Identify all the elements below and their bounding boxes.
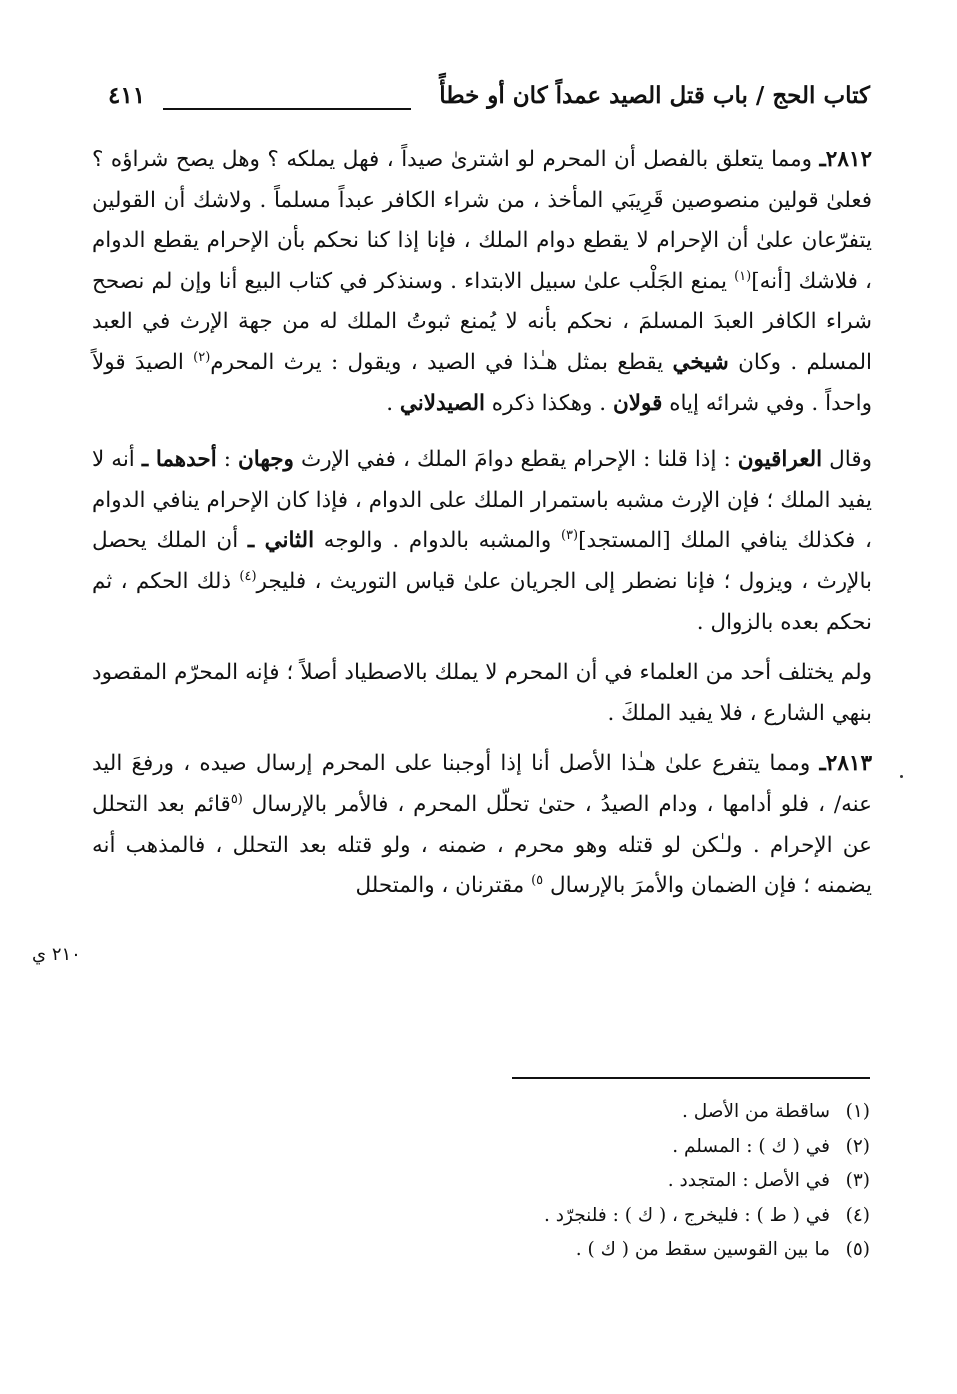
bold-term: قولان: [612, 390, 663, 416]
bold-term: أحدهما ـ: [141, 447, 217, 473]
text-run: يمنع الجَلْب علىٰ سبيل الابتداء . وسنذكر في كتاب البيع أنا وإن لم نصحح شراء الكافر العبدَ المسلمَ ، نحكم بأنه لا يُمنع ثبوتُ الملك له من جهة الإرث في العبد المسلم . وكان: [92, 268, 873, 375]
page-number: ٤١١: [108, 82, 146, 109]
footnote-ref: ٥): [531, 872, 544, 888]
text-run: قائم بعد التحلل عن الإحرام . ولـٰكن لو قتله وهو محرم ، ضمنه ، ولو قتله بعد التحلل ، فالمذهب أنه يضمنه ؛ فإن الضمان والأمرَ بالإرسال: [92, 791, 872, 899]
paragraph-iraqis: [92, 440, 872, 643]
stray-mark: [900, 775, 903, 778]
bold-term: الثاني ـ: [247, 528, 315, 554]
footnote-mark: (٥): [845, 1239, 870, 1260]
text-run: أن الملك يحصل بالإرث ، ويزول ؛ فإنا نضطر إلى الجريان علىٰ قياس التوريث ، فليجر: [92, 528, 872, 594]
bold-term: شيخي: [672, 349, 729, 375]
footnote-ref: (٢): [193, 349, 211, 365]
footnote-4: [380, 1199, 870, 1234]
text-run: :: [216, 447, 239, 473]
issue-number: ٢٨١٢ـ: [819, 147, 872, 172]
footnote-text: ما بين القوسين سقط من ( ك ) .: [575, 1239, 830, 1260]
footnote-1: [380, 1095, 870, 1130]
footnote-ref: (٥: [230, 791, 243, 807]
footnote-ref: (١): [734, 268, 752, 284]
text-run: وقال: [822, 447, 873, 473]
text-run: أنه لا يفيد الملك ؛ فإن الإرث مشبه باستمرار الملك على الدوام ، فإذا كان الإحرام ينافي الدوام ، فكذلك ينافي الملك [المستجد]: [92, 447, 872, 554]
footnote-text: في ( ك ) : المسلم .: [672, 1135, 830, 1157]
footnotes: [380, 1095, 870, 1268]
paragraph-2812: [92, 140, 872, 424]
text-run: والمشبه بالدوام . والوجه: [314, 528, 561, 554]
footnote-2: [380, 1130, 870, 1165]
footnote-text: في الأصل : المتجدد .: [667, 1170, 830, 1191]
text-run: ومما يتفرع علىٰ هـٰذا الأصل أنا إذا أوجبنا على المحرم إرسال صيده ، ورفعَ اليد عنه/ ، فلو أدامها ، ودام الصيدُ ، حتىٰ تحلّل المحرم ، فالأمر بالإرسال: [92, 751, 872, 817]
text-run: ذلك الحكم ، ثم نحكم بعده بالزوال .: [92, 568, 872, 635]
footnote-text: في ( ط ) : فليخرج ، ( ك ) : فلنجرّد .: [544, 1204, 830, 1226]
running-title: كتاب الحج / باب قتل الصيد عمداً كان أو خطأً: [439, 82, 870, 109]
paragraph-consensus: [92, 653, 872, 734]
page-header: [108, 78, 870, 126]
footnote-5: [380, 1233, 870, 1268]
header-rule: [163, 108, 411, 110]
bold-term: العراقيون: [737, 447, 823, 473]
issue-number: ٢٨١٣ـ: [819, 751, 872, 777]
paragraph-2813: [92, 744, 872, 906]
footnote-3: [380, 1164, 870, 1199]
body-text: [92, 140, 872, 917]
text-run: مقترنان ، والمتحلل: [355, 873, 532, 899]
text-run: الصيدَ قولاً واحداً . وفي شرائه إياه: [92, 349, 872, 416]
footnote-mark: (٢): [845, 1135, 870, 1157]
margin-manuscript-note: ٢١٠ ي: [32, 944, 81, 965]
text-run: ومما يتعلق بالفصل أن المحرم لو اشترىٰ صيداً ، فهل يملكه ؟ وهل يصح شراؤه ؟ فعلىٰ قولين منصوصين قَرِيبَي المأخذ ، من شراء الكافر عبداً مسلماً . ولاشك أن القولين يتفرّعان علىٰ أن الإحرام لا يقطع دوام الملك ، فإنا إذا كنا نحكم بأن الإحرام يقطع الدوام ، فلاشك [أنه]: [92, 147, 872, 294]
bold-term: الصيدلاني: [399, 390, 485, 416]
bold-term: وجهان: [238, 447, 294, 473]
footnote-mark: (١): [845, 1101, 870, 1122]
footnote-ref: (٣): [560, 528, 579, 544]
text-run: .: [386, 390, 400, 416]
text-run: . وهكذا ذكره: [484, 390, 613, 416]
footnote-mark: (٤): [845, 1204, 870, 1226]
text-run: ولم يختلف أحد من العلماء في أن المحرم لا يملك بالاصطياد أصلاً ؛ فإنه المحرّم المقصود بنهي الشارع ، فلا يفيد الملكَ .: [92, 660, 872, 726]
text-run: : إذا قلنا : الإحرام يقطع دوامَ الملك ، ففي الإرث: [293, 447, 738, 473]
footnote-text: ساقطة من الأصل .: [682, 1101, 830, 1122]
footnote-rule: [512, 1077, 870, 1079]
footnote-mark: (٣): [845, 1170, 870, 1191]
text-run: يقطع بمثل هـٰذا في الصيد ، ويقول : يرث المحرم: [210, 349, 673, 375]
footnote-ref: (٤): [239, 568, 257, 584]
